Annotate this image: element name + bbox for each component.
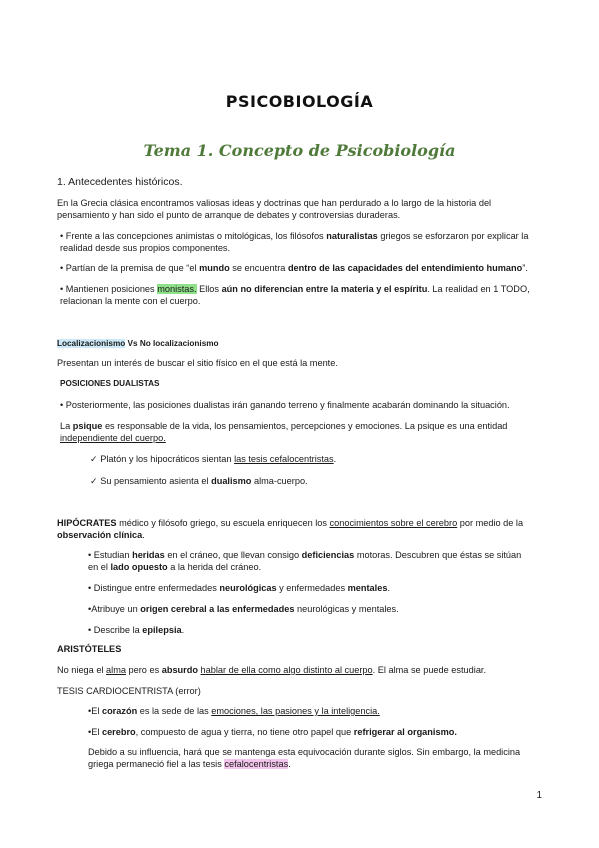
text: Vs No localizacionismo xyxy=(125,339,219,348)
bullet-enfermedades xyxy=(88,582,390,594)
bold-text: aún no diferencian entre la materia y el espíritu xyxy=(221,284,428,294)
bullet-origen-cerebral xyxy=(88,603,399,615)
text: ✓ Su pensamiento asienta el xyxy=(90,476,212,486)
text: . xyxy=(387,583,391,593)
bold-text: heridas xyxy=(132,550,165,560)
paragraph-psique-line2: independiente del cuerpo. xyxy=(60,433,166,443)
underlined-text: hablar de ella como algo distinto al cuerpo xyxy=(200,665,373,675)
text: en el xyxy=(88,562,111,572)
text: . La realidad en 1 TODO, xyxy=(427,284,530,294)
text: neurológicas y mentales. xyxy=(294,604,399,614)
check-item-dualismo xyxy=(90,475,308,487)
bold-text: origen cerebral a las enfermedades xyxy=(140,604,295,614)
bold-text: observación clínica xyxy=(57,530,143,540)
bold-text: deficiencias xyxy=(301,550,355,560)
bullet-naturalistas-line2: realidad desde sus propios componentes. xyxy=(60,243,231,253)
text: No niega el xyxy=(57,665,107,675)
bold-text: dualismo xyxy=(211,476,252,486)
paragraph-alma xyxy=(57,664,486,676)
highlighted-text: Localizacionismo xyxy=(57,339,126,348)
paragraph-intro-line1: En la Grecia clásica encontramos valiosas ideas y doctrinas que han perdurado a lo largo de la historia del xyxy=(57,198,492,208)
paragraph-intro-line2: pensamiento y han sido el punto de arranque de debates y controversias duraderas. xyxy=(57,210,401,220)
text: pero es xyxy=(125,665,162,675)
bold-text: HIPÓCRATES xyxy=(57,518,117,528)
bullet-mundo xyxy=(60,262,528,274)
text: Ellos xyxy=(196,284,222,294)
check-item-platon xyxy=(90,453,336,465)
text: es responsable de la vida, los pensamientos, percepciones y emociones. La psique es una entidad xyxy=(102,421,508,431)
underlined-text: conocimientos sobre el cerebro xyxy=(329,518,458,528)
bold-text: cerebro xyxy=(101,727,136,737)
bullet-corazon xyxy=(88,705,380,717)
text: en el cráneo, que llevan consigo xyxy=(164,550,302,560)
bold-text: refrigerar al organismo. xyxy=(353,727,457,737)
underlined-text: las tesis cefalocentristas xyxy=(234,454,334,464)
text: y enfermedades xyxy=(276,583,348,593)
bullet-cerebro xyxy=(88,726,457,738)
underlined-text: emociones, las pasiones y la inteligencia. xyxy=(211,706,380,716)
paragraph-psique xyxy=(60,420,507,432)
text: , compuesto de agua y tierra, no tiene otro papel que xyxy=(135,727,354,737)
bullet-monistas-line2: relacionan la mente con el cuerpo. xyxy=(60,296,201,306)
text: • Mantienen posiciones xyxy=(60,284,158,294)
paragraph-hipocrates xyxy=(57,517,523,529)
section-heading-antecedentes: 1. Antecedentes históricos. xyxy=(57,176,183,188)
highlighted-text: cefalocentristas xyxy=(224,759,289,769)
highlighted-text: monistas. xyxy=(157,284,197,294)
text: • Estudian xyxy=(88,550,133,560)
text: • Describe la xyxy=(88,625,143,635)
bold-text: neurológicas xyxy=(219,583,277,593)
bold-text: naturalistas xyxy=(326,231,378,241)
text: es la sede de las xyxy=(137,706,212,716)
bold-text: lado opuesto xyxy=(110,562,168,572)
text: •Atribuye un xyxy=(88,604,141,614)
text: alma-cuerpo. xyxy=(251,476,308,486)
text: •El xyxy=(88,706,102,716)
bold-text: corazón xyxy=(101,706,138,716)
bullet-epilepsia xyxy=(88,624,184,636)
text: por medio de la xyxy=(457,518,524,528)
page-title: PSICOBIOLOGÍA xyxy=(225,92,374,111)
bullet-heridas-line2 xyxy=(88,561,261,573)
text: La xyxy=(60,421,73,431)
text: • Distingue entre enfermedades xyxy=(88,583,220,593)
bold-text: epilepsia xyxy=(142,625,182,635)
page-subtitle: Tema 1. Concepto de Psicobiología xyxy=(143,141,456,160)
text: . xyxy=(288,759,291,769)
paragraph-sitio-fisico: Presentan un interés de buscar el sitio físico en el que está la mente. xyxy=(57,358,338,368)
text: griegos se esforzaron por explicar la xyxy=(377,231,529,241)
text: motoras. Descubren que éstas se sitúan xyxy=(354,550,522,560)
section-heading-aristoteles: ARISTÓTELES xyxy=(57,644,122,654)
bold-text: mundo xyxy=(199,263,230,273)
text: . El alma se puede estudiar. xyxy=(372,665,487,675)
bullet-monistas xyxy=(60,283,530,295)
text: . xyxy=(181,625,185,635)
page-number: 1 xyxy=(536,790,542,801)
subheading-tesis-cardiocentrista: TESIS CARDIOCENTRISTA (error) xyxy=(57,686,201,696)
text: . xyxy=(142,530,145,540)
paragraph-hipocrates-line2 xyxy=(57,529,145,541)
text: •El xyxy=(88,727,102,737)
text: • Frente a las concepciones animistas o mitológicas, los filósofos xyxy=(60,231,327,241)
text: griega permaneció fiel a las tesis xyxy=(88,759,225,769)
bold-text: psique xyxy=(72,421,103,431)
paragraph-influencia-line1: Debido a su influencia, hará que se mantenga esta equivocación durante siglos. Sin embargo, la medicina xyxy=(88,747,521,757)
bold-text: absurdo xyxy=(161,665,198,675)
text: a la herida del cráneo. xyxy=(167,562,262,572)
bullet-heridas xyxy=(88,549,521,561)
bold-text: mentales xyxy=(347,583,388,593)
section-heading-localizacionismo xyxy=(57,337,219,350)
paragraph-influencia-line2 xyxy=(88,758,291,770)
text: ”. xyxy=(522,263,528,273)
text: ✓ Platón y los hipocráticos sientan xyxy=(90,454,235,464)
underlined-text: alma xyxy=(106,665,126,675)
subheading-posiciones-dualistas: POSICIONES DUALISTAS xyxy=(60,379,160,388)
bullet-naturalistas xyxy=(60,230,528,242)
bold-text: dentro de las capacidades del entendimiento humano xyxy=(287,263,523,273)
text: • Partían de la premisa de que “el xyxy=(60,263,200,273)
text: se encuentra xyxy=(229,263,288,273)
text: . xyxy=(333,454,337,464)
text: médico y filósofo griego, su escuela enriquecen los xyxy=(116,518,330,528)
bullet-posteriormente: • Posteriormente, las posiciones dualistas irán ganando terreno y finalmente acabarán dominando la situación. xyxy=(60,400,510,410)
